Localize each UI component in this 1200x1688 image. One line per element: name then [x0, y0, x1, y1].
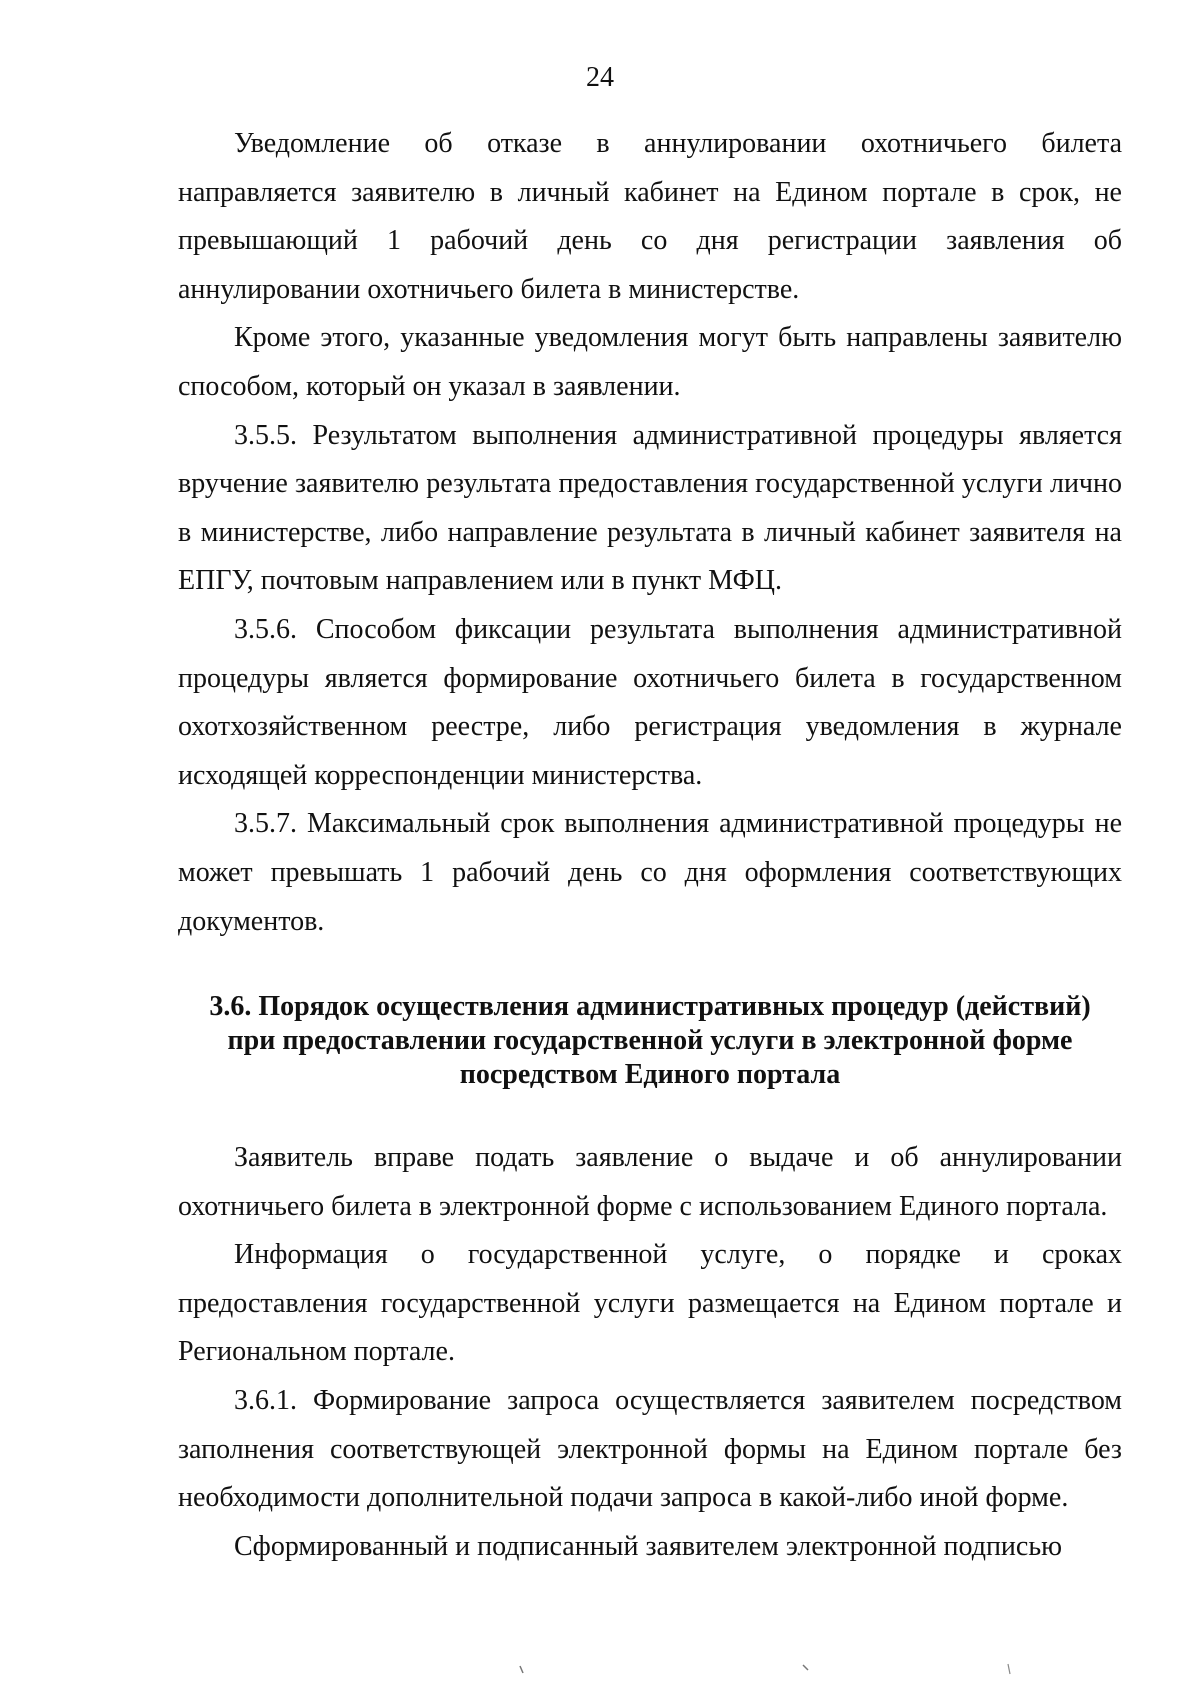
- section-heading-3-6: [178, 990, 1122, 1092]
- section-heading-line: посредством Единого портала: [459, 1059, 841, 1091]
- scan-artifact-marks: [0, 1660, 1200, 1680]
- section-heading-line: 3.6. Порядок осуществления административных процедур (действий): [209, 991, 1091, 1023]
- page-number: 24: [586, 62, 614, 93]
- section-heading-line: при предоставлении государственной услуги в электронной форме: [227, 1025, 1073, 1057]
- paragraph-3-5-7: 3.5.7. Максимальный срок выполнения административной процедуры не может превышать 1 рабочий день со дня оформления соответствующих документов.: [178, 808, 1122, 937]
- document-body: [178, 120, 1122, 1571]
- paragraph-cancellation-refusal-notice: Уведомление об отказе в аннулировании охотничьего билета направляется заявителю в личный кабинет на Едином портале в срок, не превышающий 1 рабочий день со дня регистрации заявления об аннулировании охотничьего билета в министерстве.: [178, 128, 1122, 305]
- paragraph-notification-method: Кроме этого, указанные уведомления могут быть направлены заявителю способом, который он указал в заявлении.: [178, 322, 1122, 402]
- paragraph-3-5-5: 3.5.5. Результатом выполнения административной процедуры является вручение заявителю результата предоставления государственной услуги лично в министерстве, либо направление результата в личный кабинет заявителя на ЕПГУ, почтовым направлением или в пункт МФЦ.: [178, 419, 1122, 597]
- paragraph-3-5-6: 3.5.6. Способом фиксации результата выполнения административной процедуры является формирование охотничьего билета в государственном охотхозяйственном реестре, либо регистрация уведомления в журнале исходящей корреспонденции министерства.: [178, 613, 1122, 791]
- paragraph-signed-request: Сформированный и подписанный заявителем электронной подписью: [234, 1530, 1063, 1562]
- paragraph-service-information: Информация о государственной услуге, о порядке и сроках предоставления государственной услуги размещается на Едином портале и Региональном портале.: [178, 1239, 1122, 1368]
- paragraph-3-6-1: 3.6.1. Формирование запроса осуществляется заявителем посредством заполнения соответствующей электронной формы на Едином портале без необходимости дополнительной подачи запроса в какой-либо иной форме.: [178, 1385, 1122, 1514]
- paragraph-electronic-application-right: Заявитель вправе подать заявление о выдаче и об аннулировании охотничьего билета в электронной форме с использованием Единого портала.: [178, 1142, 1122, 1222]
